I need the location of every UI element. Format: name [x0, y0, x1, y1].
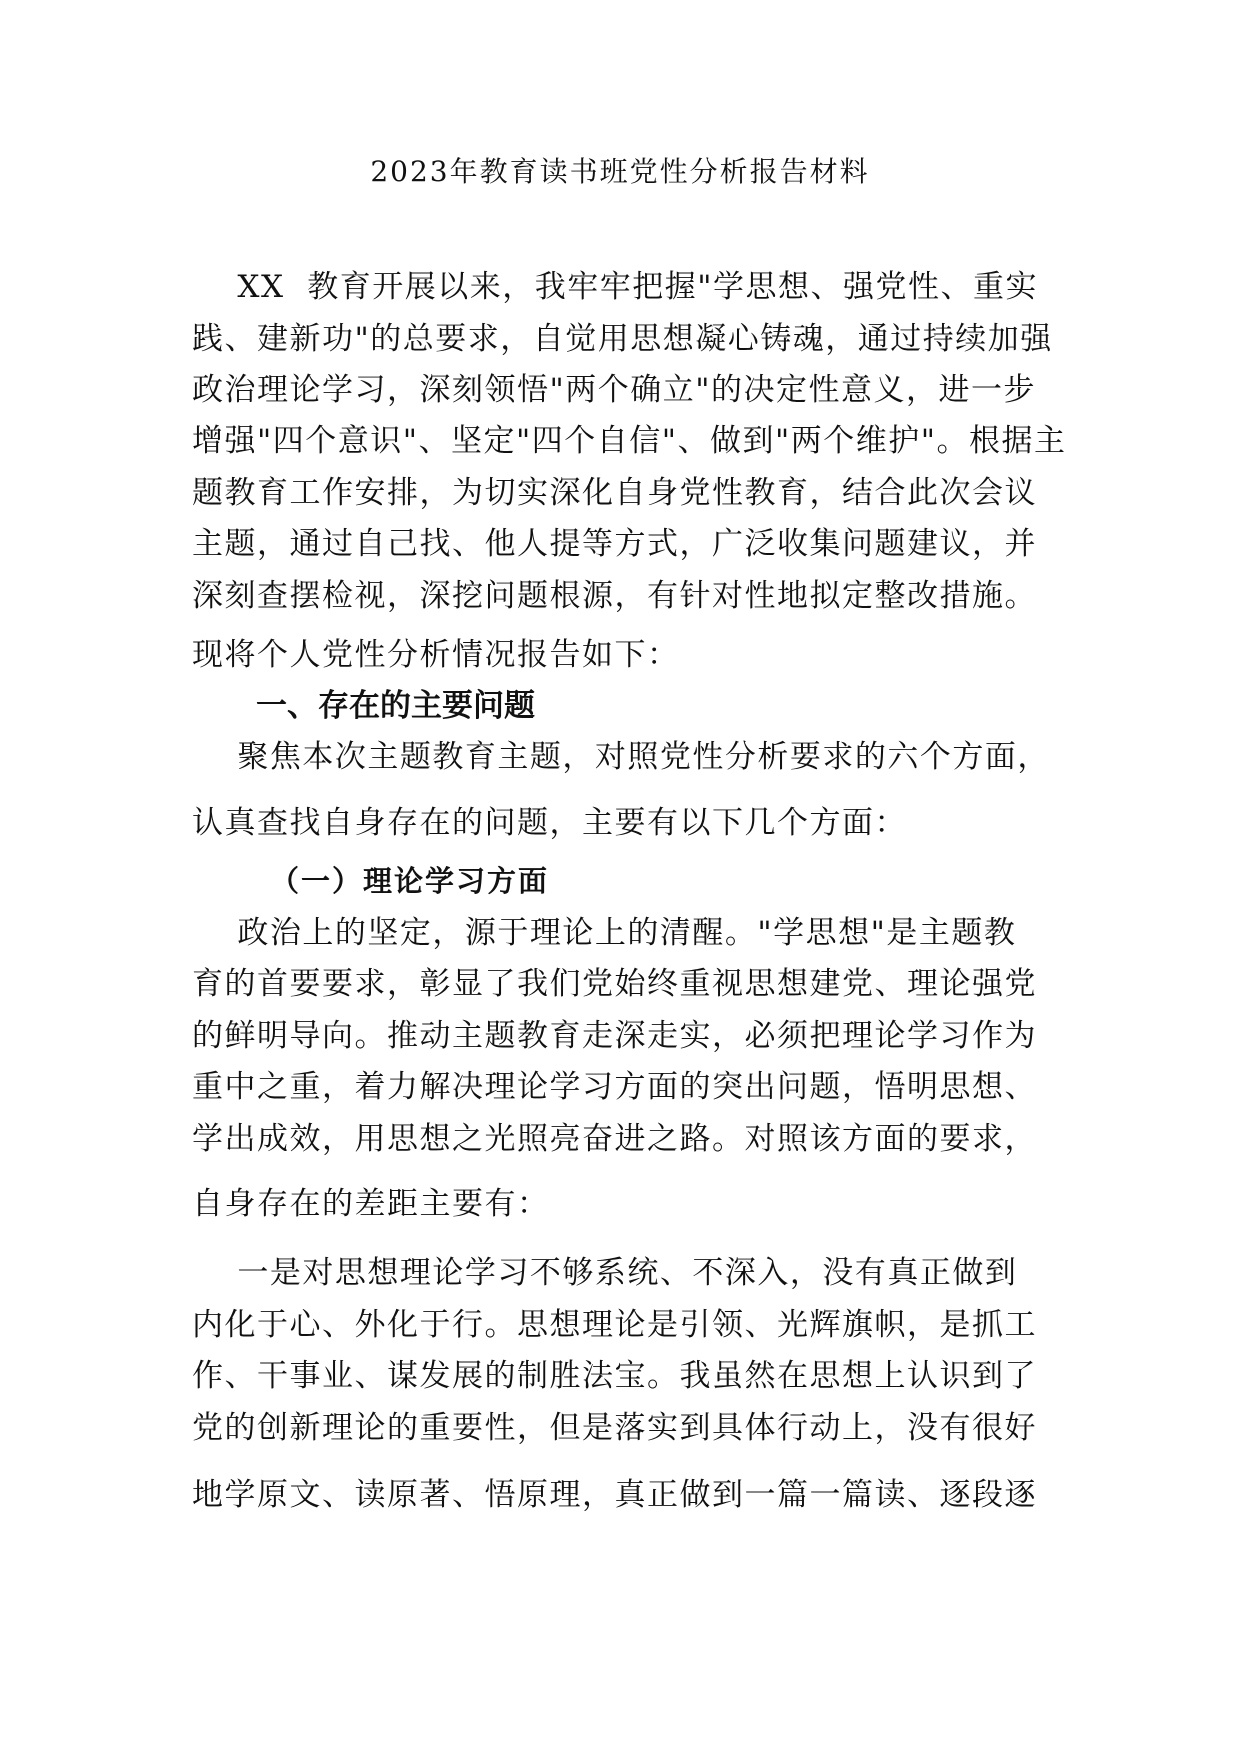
subsection-heading: （一）理论学习方面	[270, 864, 550, 898]
paragraph-line: 重中之重，着力解决理论学习方面的突出问题，悟明思想、	[192, 1069, 1037, 1105]
paragraph-line: XX 教育开展以来，我牢牢把握"学思想、强党性、重实	[192, 269, 1039, 305]
paragraph-line: 增强"四个意识"、坚定"四个自信"、做到"两个维护"。根据主	[192, 423, 1067, 459]
paragraph-line: 认真查找自身存在的问题，主要有以下几个方面：	[192, 805, 907, 841]
paragraph-line: 作、干事业、谋发展的制胜法宝。我虽然在思想上认识到了	[192, 1358, 1037, 1394]
paragraph-line: 一是对思想理论学习不够系统、不深入，没有真正做到	[192, 1255, 1018, 1291]
paragraph-line: 党的创新理论的重要性，但是落实到具体行动上，没有很好	[192, 1410, 1037, 1446]
paragraph-line: 聚焦本次主题教育主题，对照党性分析要求的六个方面，	[192, 739, 1050, 775]
paragraph-line: 深刻查摆检视，深挖问题根源，有针对性地拟定整改措施。	[192, 578, 1037, 614]
paragraph-line: 的鲜明导向。推动主题教育走深走实，必须把理论学习作为	[192, 1018, 1037, 1054]
section-heading: 一、存在的主要问题	[256, 688, 535, 724]
paragraph-line: 学出成效，用思想之光照亮奋进之路。对照该方面的要求，	[192, 1121, 1037, 1157]
paragraph-line: 内化于心、外化于行。思想理论是引领、光辉旗帜，是抓工	[192, 1307, 1037, 1343]
paragraph-line: 育的首要要求，彰显了我们党始终重视思想建党、理论强党	[192, 966, 1037, 1002]
paragraph-line: 践、建新功"的总要求，自觉用思想凝心铸魂，通过持续加强	[192, 321, 1053, 357]
paragraph-line: 现将个人党性分析情况报告如下：	[192, 637, 680, 673]
paragraph-line: 自身存在的差距主要有：	[192, 1186, 550, 1222]
paragraph-line: 题教育工作安排，为切实深化自身党性教育，结合此次会议	[192, 475, 1037, 511]
paragraph-line: 政治上的坚定，源于理论上的清醒。"学思想"是主题教	[192, 915, 1017, 951]
paragraph-line: 主题，通过自己找、他人提等方式，广泛收集问题建议，并	[192, 526, 1037, 562]
document-title: 2023年教育读书班党性分析报告材料	[370, 155, 870, 188]
paragraph-line: 地学原文、读原著、悟原理，真正做到一篇一篇读、逐段逐	[192, 1477, 1037, 1513]
paragraph-line: 政治理论学习，深刻领悟"两个确立"的决定性意义，进一步	[192, 372, 1037, 408]
